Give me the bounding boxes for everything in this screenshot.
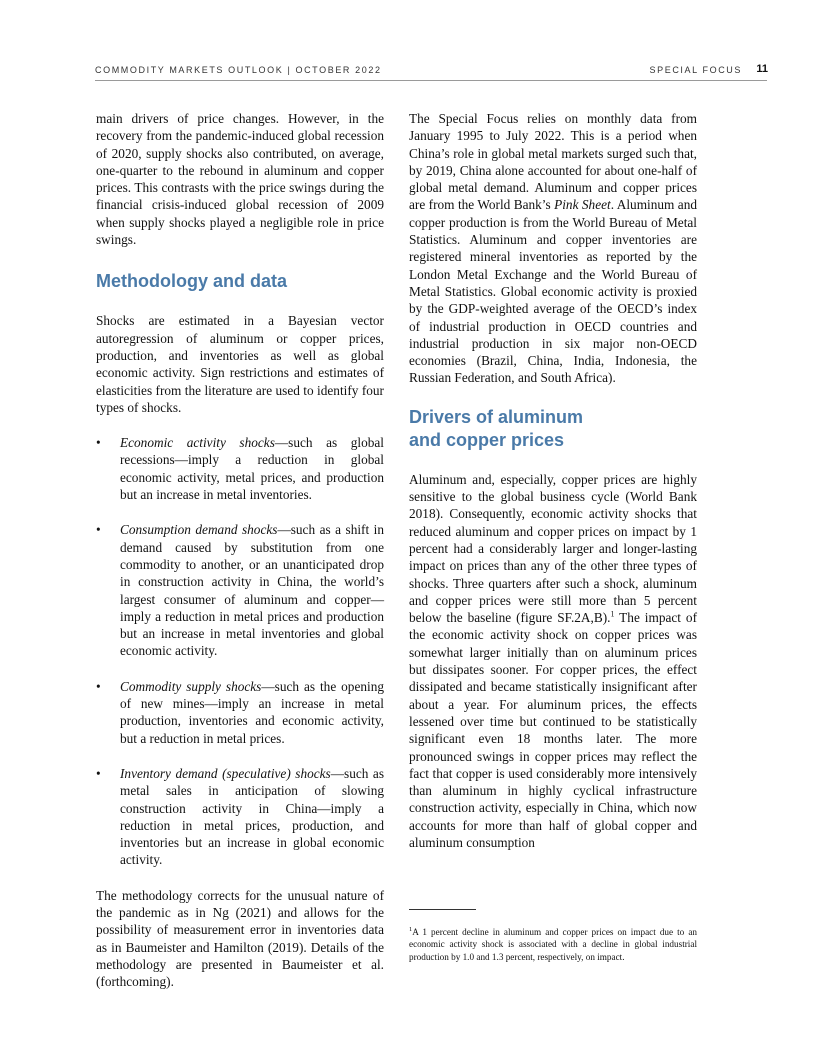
list-item (96, 678, 384, 747)
shock-description: —such as metal sales in anticipation of slowing construction activity in China—imply a reduction in metal prices, production, and inventories but an increase in global economic activity. (120, 765, 385, 868)
bullet-icon: • (96, 435, 101, 451)
shock-description: —such as the opening of new mines—imply an increase in metal production, inventories and economic activity, but a reduction in metal prices. (120, 678, 384, 746)
left-column (96, 110, 384, 990)
footnote-text: A 1 percent decline in aluminum and copper prices on impact due to an economic activity shock is associated with a decline in global industrial production by 1.0 and 1.3 percent, respectively, on impact. (409, 927, 697, 962)
closing-paragraph: The methodology corrects for the unusual nature of the pandemic as in Ng (2021) and allows for the possibility of measurement error in inventories data as in Baumeister and Hamilton (2019). Details of the methodology are presented in Baumeister et al. (forthcoming). (96, 887, 384, 990)
section-label: SPECIAL FOCUS (649, 65, 742, 75)
drivers-heading (409, 406, 697, 452)
bullet-icon: • (96, 765, 101, 781)
bullet-icon: • (96, 678, 101, 694)
shock-term: Inventory demand (speculative) shocks (120, 765, 331, 781)
footnote-divider (409, 909, 476, 910)
shock-description: —such as global recessions—imply a reduction in global economic activity, metal prices, and production but an increase in metal inventories. (120, 435, 384, 503)
methodology-heading: Methodology and data (96, 271, 287, 292)
page-number: 11 (756, 63, 768, 75)
footnote (409, 926, 697, 963)
drivers-heading-line1: Drivers of aluminum (409, 406, 584, 427)
data-paragraph-text-end: . Aluminum and copper production is from the World Bureau of Metal Statistics. Aluminum and copper inventories are registered mineral inventories as reported by the London Metal Exchange and the World Bureau of Metal Statistics. Global economic activity is proxied by the GDP-weighted average of the OECD’s index of industrial production in OECD countries and industrial production in six major non-OECD economies (Brazil, China, India, Indonesia, the Russian Federation, and South Africa). (409, 197, 698, 386)
drivers-paragraph-text-continued: The impact of the economic activity shock on copper prices was somewhat larger initially than on aluminum prices but dissipates sooner. For copper prices, the effect dissipated and became statistically insignificant after about a year. For aluminum prices, the effects lessened over time but continued to be statistically significant even 18 months later. The more pronounced swings in copper prices may reflect the fact that copper is used considerably more intensively than aluminum in highly cyclical infrastructure construction activity, especially in China, which now accounts for more than half of global copper and aluminum consumption (409, 610, 697, 850)
header-divider (95, 80, 767, 81)
drivers-heading-line2: and copper prices (409, 429, 565, 450)
intro-paragraph: main drivers of price changes. However, in the recovery from the pandemic-induced global recession of 2020, supply shocks also contributed, on average, one-quarter to the rebound in aluminum and copper prices. This contrasts with the price swings during the financial crisis-induced global recession of 2009 when supply shocks played a negligible role in price swings. (96, 111, 384, 248)
footnote-number: 1 (409, 925, 413, 933)
right-column (409, 110, 697, 851)
shock-description: —such as a shift in demand caused by substitution from one commodity to another, or an unanticipated drop in construction activity in China, the world’s largest consumer of aluminum and copper—imply a reduction in metal prices and production but an increase in metal inventories and global economic activity. (120, 522, 384, 659)
bullet-icon: • (96, 522, 101, 538)
shock-term: Commodity supply shocks (120, 678, 262, 694)
publication-title: COMMODITY MARKETS OUTLOOK | OCTOBER 2022 (95, 65, 382, 75)
shock-term: Consumption demand shocks (120, 522, 278, 538)
list-item (96, 521, 384, 659)
list-item (96, 434, 384, 503)
running-header (95, 63, 768, 79)
footnote-reference: 1 (610, 609, 615, 619)
drivers-paragraph-text: Aluminum and, especially, copper prices are highly sensitive to the global business cycle (World Bank 2018). Consequently, economic activity shocks that reduced aluminum and copper prices on impact by 1 percent had a considerably larger and longer-lasting impact on prices than any of the other three types of shocks. Three quarters after such a shock, aluminum and copper prices were still more than 5 percent below the baseline (figure SF.2A,B). (409, 471, 697, 626)
shock-types-list (96, 434, 384, 869)
data-paragraph-text: The Special Focus relies on monthly data from January 1995 to July 2022. This is a period when China’s role in global metal markets surged such that, by 2019, China alone accounted for about one-half of global metal demand. Aluminum and copper prices are from the World Bank’s (409, 111, 697, 213)
shock-term: Economic activity shocks (120, 435, 275, 451)
pink-sheet-title: Pink Sheet (554, 197, 611, 213)
methodology-paragraph: Shocks are estimated in a Bayesian vector autoregression of aluminum or copper prices, production, and inventories as well as global economic activity. Sign restrictions and estimates of elasticities from the literature are used to identify four types of shocks. (96, 313, 384, 415)
list-item (96, 765, 384, 869)
data-paragraph (409, 110, 697, 387)
drivers-paragraph (409, 471, 697, 852)
